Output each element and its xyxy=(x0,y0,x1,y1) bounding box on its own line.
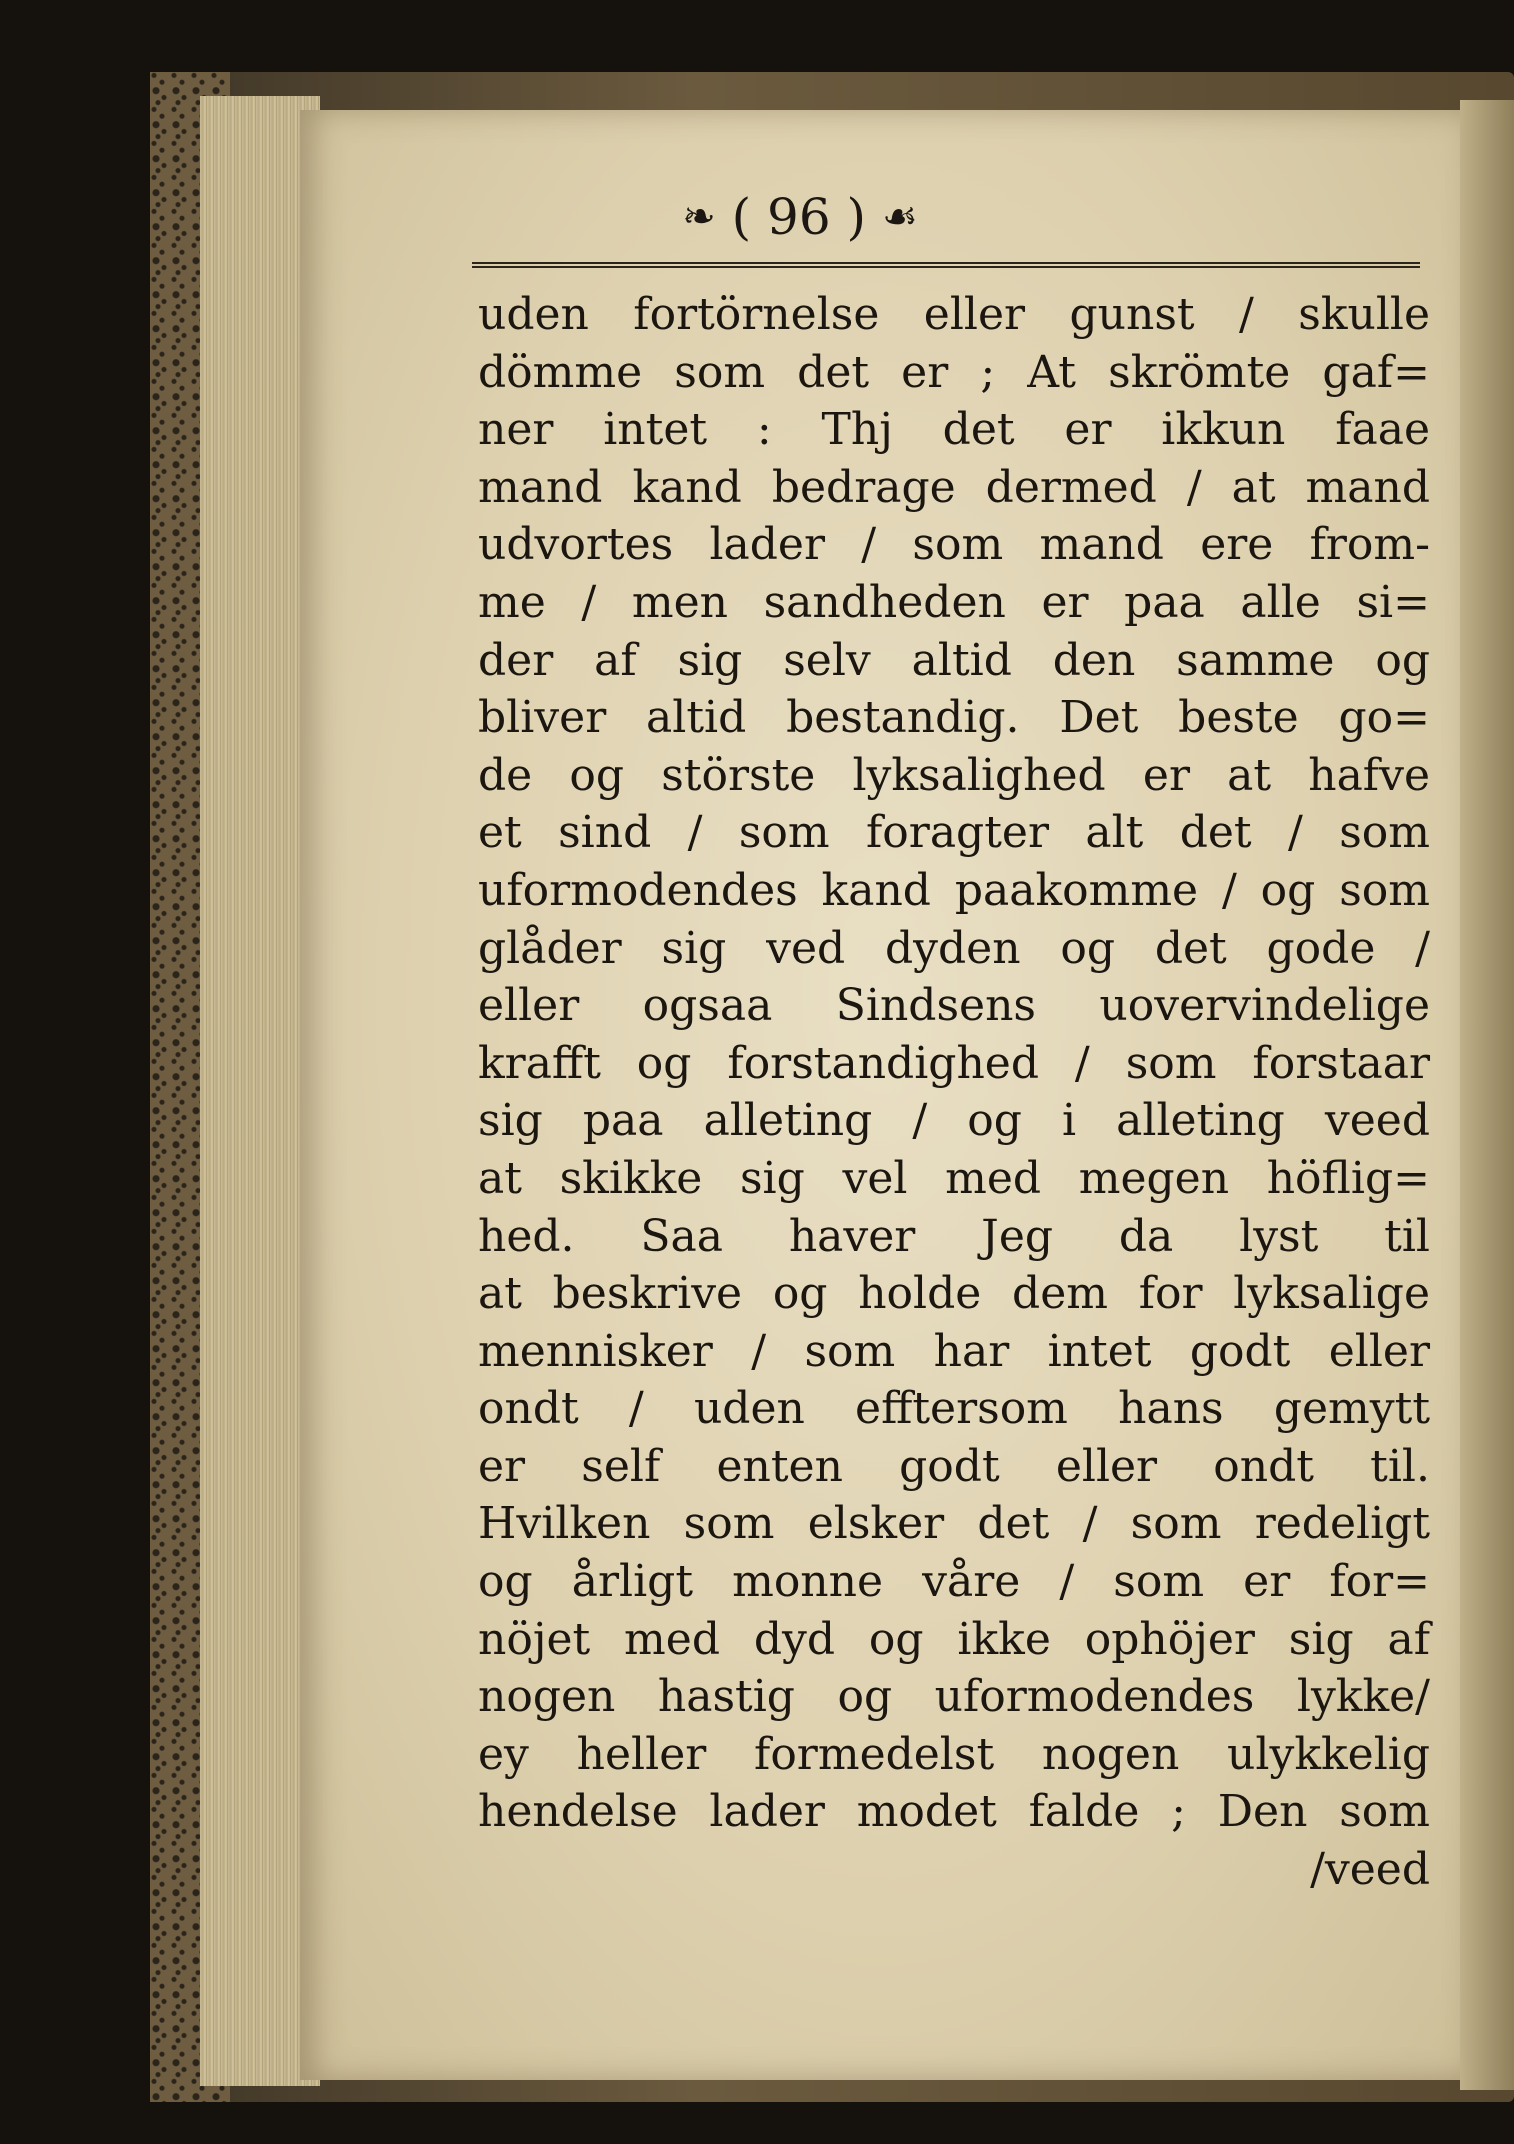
text-line: krafft og forstandighed / som forstaar xyxy=(478,1037,1430,1089)
text-line: sig paa alleting / og i alleting veed xyxy=(478,1095,1430,1147)
text-line: hed. Saa haver Jeg da lyst til xyxy=(478,1210,1430,1262)
text-line: mand kand bedrage dermed / at mand xyxy=(478,461,1430,513)
text-line: nogen hastig og uformodendes lykke/ xyxy=(478,1671,1430,1723)
text-line: hendelse lader modet falde ; Den som xyxy=(478,1786,1430,1838)
text-line: eller ogsaa Sindsens uovervindelige xyxy=(478,980,1430,1032)
catchword: /veed xyxy=(1310,1844,1430,1896)
text-line: nöjet med dyd og ikke ophöjer sig af xyxy=(478,1613,1430,1665)
text-line: ner intet : Thj det er ikkun faae xyxy=(478,404,1430,456)
text-line: der af sig selv altid den samme og xyxy=(478,634,1430,686)
text-line: de og störste lyksalighed er at hafve xyxy=(478,749,1430,801)
text-line: uformodendes kand paakomme / og som xyxy=(478,864,1430,916)
ornament-right-icon: ☙ xyxy=(881,194,918,240)
ornament-left-icon: ❧ xyxy=(682,194,716,240)
text-line: og årligt monne våre / som er for= xyxy=(478,1556,1430,1608)
page-header xyxy=(300,188,1300,246)
body-text xyxy=(478,286,1430,1899)
text-line: et sind / som foragter alt det / som xyxy=(478,807,1430,859)
page-number: ( 96 ) xyxy=(731,188,867,246)
text-line: ondt / uden efftersom hans gemytt xyxy=(478,1383,1430,1435)
text-line: udvortes lader / som mand ere from- xyxy=(478,519,1430,571)
text-line: mennisker / som har intet godt eller xyxy=(478,1325,1430,1377)
facing-page-edge xyxy=(1460,100,1514,2090)
text-line: dömme som det er ; At skrömte gaf= xyxy=(478,346,1430,398)
text-line: uden fortörnelse eller gunst / skulle xyxy=(478,289,1430,340)
text-line: Hvilken som elsker det / som redeligt xyxy=(478,1498,1430,1550)
text-line: bliver altid bestandig. Det beste go= xyxy=(478,692,1430,744)
text-line: er self enten godt eller ondt til. xyxy=(478,1440,1430,1492)
text-line: me / men sandheden er paa alle si= xyxy=(478,576,1430,628)
text-line: at skikke sig vel med megen höflig= xyxy=(478,1152,1430,1204)
text-line: glåder sig ved dyden og det gode / xyxy=(478,922,1430,974)
text-line: ey heller formedelst nogen ulykkelig xyxy=(478,1728,1430,1780)
header-rule xyxy=(472,262,1420,268)
text-line: at beskrive og holde dem for lyksalige xyxy=(478,1268,1430,1320)
